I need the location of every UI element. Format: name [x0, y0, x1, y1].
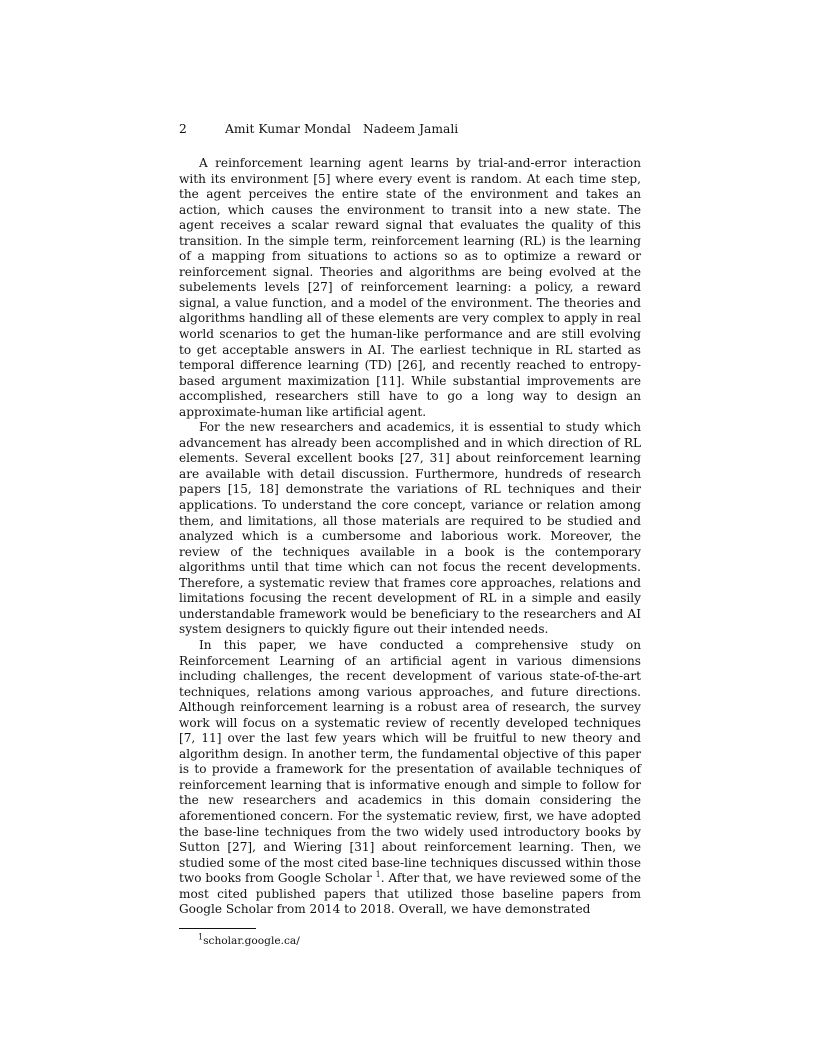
paragraph-text-before-footnote: In this paper, we have conducted a comprehensive study on Reinforcement Learning of an artificial agent in various dimensions including challenges, the recent development of various state-of-the-art techniques, relations among various approaches, and future directions. Although reinforcement learning is a robust area of research, the survey work will focus on a systematic review of recently developed techniques [7, 11] over the last few years which will be fruitful to new theory and algorithm design. In another term, the fundamental objective of this paper is to provide a framework for the presentation of available techniques of reinforcement learning that is informative enough and simple to follow for the new researchers and academics in this domain considering the aforementioned concern. For the systematic review, first, we have adopted the base-line techniques from the two widely used introductory books by Sutton [27], and Wiering [31] about reinforcement learning. Then, we studied some of the most cited base-line techniques discussed within those two books from Google Scholar [179, 637, 641, 886]
footnote-divider [179, 928, 256, 929]
paragraph-paper-overview [179, 638, 641, 918]
footnote-marker: 1 [198, 932, 204, 942]
body-text [179, 156, 641, 918]
paper-page [179, 121, 641, 948]
paragraph-text-after-footnote: . After that, we have reviewed some of the most cited published papers that utilized those baseline papers from Google Scholar from 2014 to 2018. Overall, we have demonstrated [179, 871, 641, 917]
paragraph-new-researchers: For the new researchers and academics, it is essential to study which advancement has already been accomplished and in which direction of RL elements. Several excellent books [27, 31] about reinforcement learning are available with detail discussion. Furthermore, hundreds of research papers [15, 18] demonstrate the variations of RL techniques and their applications. To understand the core concept, variance or relation among them, and limitations, all those materials are required to be studied and analyzed which is a cumbersome and laborious work. Moreover, the review of the techniques available in a book is the contemporary algorithms until that time which can not focus the recent developments. Therefore, a systematic review that frames core approaches, relations and limitations focusing the recent development of RL in a simple and easily understandable framework would be beneficiary to the researchers and AI system designers to quickly figure out their intended needs. [179, 420, 641, 637]
page-number: 2 [179, 122, 187, 136]
author-name: Nadeem Jamali [363, 122, 459, 136]
footnote [179, 934, 641, 948]
paragraph-introduction-rl-agent: A reinforcement learning agent learns by trial-and-error interaction with its environment [5] where every event is random. At each time step, the agent perceives the entire state of the environment and takes an action, which causes the environment to transit into a new state. The agent receives a scalar reward signal that evaluates the quality of this transition. In the simple term, reinforcement learning (RL) is the learning of a mapping from situations to actions so as to optimize a reward or reinforcement signal. Theories and algorithms are being evolved at the subelements levels [27] of reinforcement learning: a policy, a reward signal, a value function, and a model of the environment. The theories and algorithms handling all of these elements are very complex to apply in real world scenarios to get the human-like performance and are still evolving to get acceptable answers in AI. The earliest technique in RL started as temporal difference learning (TD) [26], and recently reached to entropy-based argument maximization [11]. While substantial improvements are accomplished, researchers still have to go a long way to design an approximate-human like artificial agent. [179, 156, 641, 419]
author-name: Amit Kumar Mondal [225, 122, 351, 136]
footnote-reference: 1 [375, 870, 381, 880]
footnote-text: scholar.google.ca/ [203, 934, 300, 947]
running-head [179, 121, 641, 137]
